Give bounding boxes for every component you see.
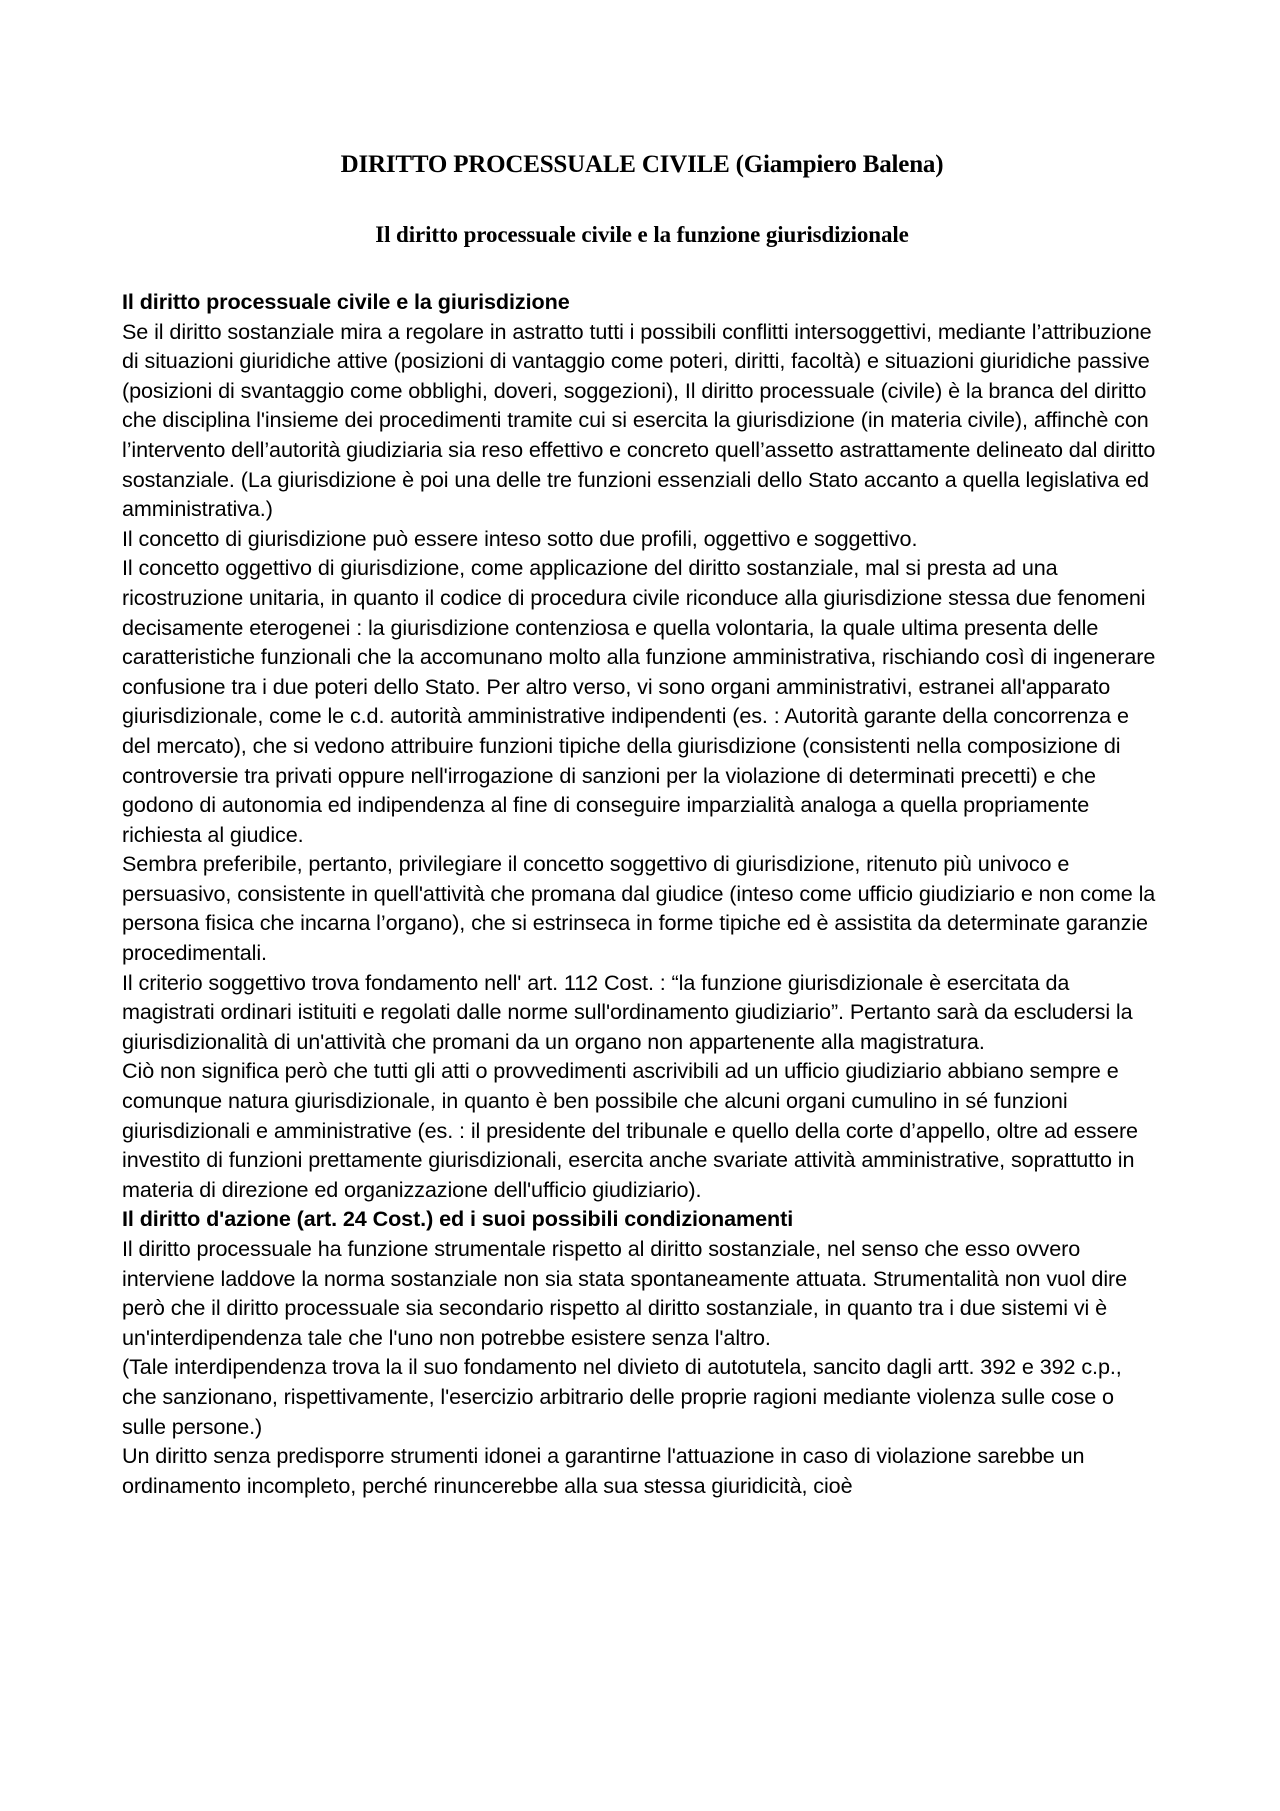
paragraph: Se il diritto sostanziale mira a regolare in astratto tutti i possibili conflitti intersoggettivi, mediante l’attribuzione di situazioni giuridiche attive (posizioni di vantaggio come poteri, diritti, facoltà) e situazioni giuridiche passive (posizioni di svantaggio come obblighi, doveri, soggezioni), Il diritto processuale (civile) è la branca del diritto che disciplina l'insieme dei procedimenti tramite cui si esercita la giurisdizione (in materia civile), affinchè con l’intervento dell’autorità giudiziaria sia reso effettivo e concreto quell’assetto astrattamente delineato dal diritto sostanziale. (La giurisdizione è poi una delle tre funzioni essenziali dello Stato accanto a quella legislativa ed amministrativa.)	[122, 318, 1156, 522]
paragraph: Il criterio soggettivo trova fondamento nell' art. 112 Cost. : “la funzione giurisdizionale è esercitata da magistrati ordinari istituiti e regolati dalle norme sull'ordinamento giudiziario”. Pertanto sarà da escludersi la giurisdizionalità di un'attività che promani da un organo non appartenente alla magistratura.	[122, 969, 1133, 1054]
document-body	[122, 287, 1162, 1500]
document-subtitle: Il diritto processuale civile e la funzione giurisdizionale	[375, 222, 909, 247]
document-page	[122, 150, 1162, 1500]
paragraph: Il diritto processuale ha funzione strumentale rispetto al diritto sostanziale, nel senso che esso ovvero interviene laddove la norma sostanziale non sia stata spontaneamente attuata. Strumentalità non vuol dire però che il diritto processuale sia secondario rispetto al diritto sostanziale, in quanto tra i due sistemi vi è un'interdipendenza tale che l'uno non potrebbe esistere senza l'altro.	[122, 1236, 1128, 1350]
section-heading: Il diritto processuale civile e la giurisdizione	[122, 289, 570, 314]
paragraph: Un diritto senza predisporre strumenti idonei a garantirne l'attuazione in caso di violazione sarebbe un ordinamento incompleto, perché rinuncerebbe alla sua stessa giuridicità, cioè	[122, 1443, 1085, 1498]
paragraph: Ciò non significa però che tutti gli atti o provvedimenti ascrivibili ad un ufficio giudiziario abbiano sempre e comunque natura giurisdizionale, in quanto è ben possibile che alcuni organi cumulino in sé funzioni giurisdizionali e amministrative (es. : il presidente del tribunale e quello della corte d’appello, oltre ad essere investito di funzioni prettamente giurisdizionali, esercita anche svariate attività amministrative, soprattutto in materia di direzione ed organizzazione dell'ufficio giudiziario).	[122, 1058, 1138, 1202]
document-title: DIRITTO PROCESSUALE CIVILE (Giampiero Balena)	[340, 151, 944, 178]
paragraph: Il concetto di giurisdizione può essere inteso sotto due profili, oggettivo e soggettivo.	[122, 525, 918, 551]
paragraph: Il concetto oggettivo di giurisdizione, come applicazione del diritto sostanziale, mal si presta ad una ricostruzione unitaria, in quanto il codice di procedura civile riconduce alla giurisdizione stessa due fenomeni decisamente eterogenei : la giurisdizione contenziosa e quella volontaria, la quale ultima presenta delle caratteristiche funzionali che la accomunano molto alla funzione amministrativa, rischiando così di ingenerare confusione tra i due poteri dello Stato. Per altro verso, vi sono organi amministrativi, estranei all'apparato giurisdizionale, come le c.d. autorità amministrative indipendenti (es. : Autorità garante della concorrenza e del mercato), che si vedono attribuire funzioni tipiche della giurisdizione (consistenti nella composizione di controversie tra privati oppure nell'irrogazione di sanzioni per la violazione di determinati precetti) e che godono di autonomia ed indipendenza al fine di conseguire imparzialità analoga a quella propriamente richiesta al giudice.	[122, 555, 1156, 847]
paragraph: (Tale interdipendenza trova la il suo fondamento nel divieto di autotutela, sancito dagli artt. 392 e 392 c.p., che sanzionano, rispettivamente, l'esercizio arbitrario delle proprie ragioni mediante violenza sulle cose o sulle persone.)	[122, 1354, 1122, 1439]
section-heading: Il diritto d'azione (art. 24 Cost.) ed i suoi possibili condizionamenti	[122, 1206, 794, 1232]
paragraph: Sembra preferibile, pertanto, privilegiare il concetto soggettivo di giurisdizione, ritenuto più univoco e persuasivo, consistente in quell'attività che promana dal giudice (inteso come ufficio giudiziario e non come la persona fisica che incarna l’organo), che si estrinseca in forme tipiche ed è assistita da determinate garanzie procedimentali.	[122, 851, 1156, 966]
